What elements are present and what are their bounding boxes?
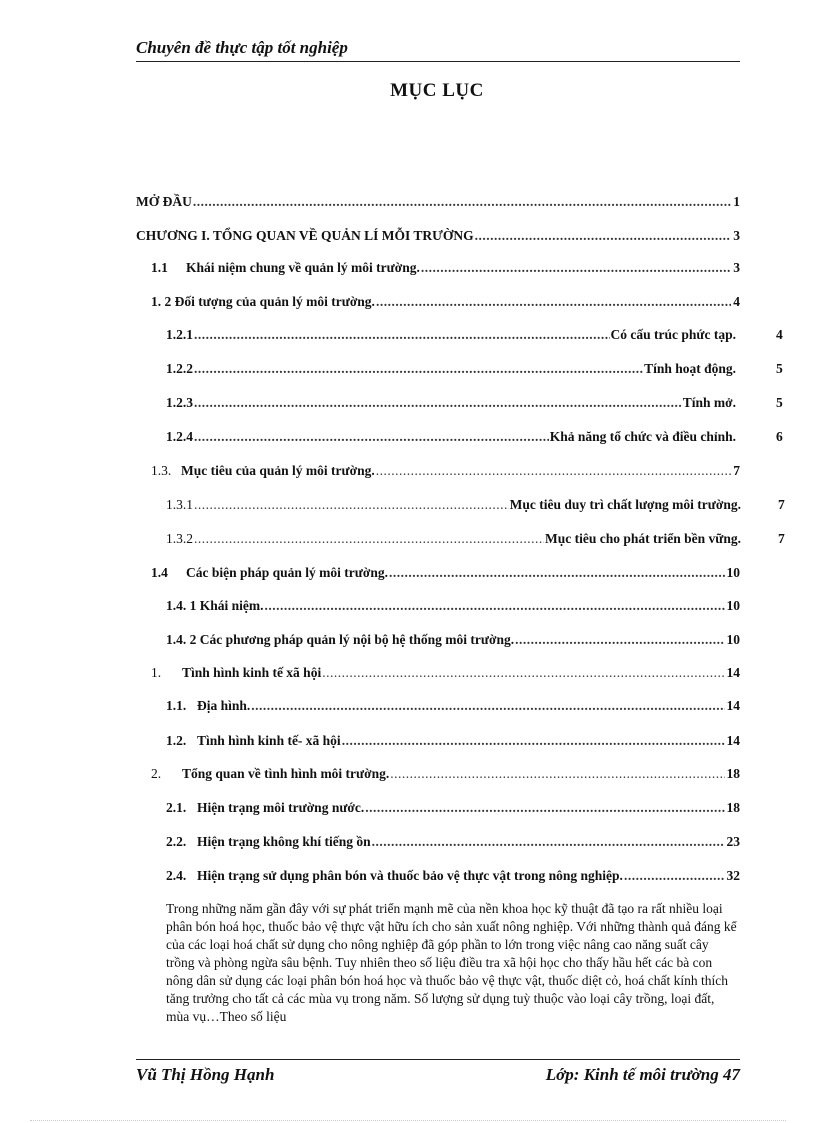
toc-entry-title: Tính mở.	[682, 395, 736, 410]
toc-entry-title: Có cấu trúc phức tạp.	[610, 327, 736, 342]
toc-leader	[624, 868, 725, 884]
toc-entry[interactable]	[166, 429, 736, 449]
toc-entry-title: Mục tiêu duy trì chất lượng môi trường.	[509, 497, 741, 512]
toc-entry-page: 7	[778, 497, 785, 512]
toc-entry-title: Tình hình kinh tế- xã hội	[197, 733, 341, 748]
toc-entry-number: 2.2.	[166, 834, 187, 849]
toc-entry-page: 4	[733, 294, 740, 309]
toc-leader	[390, 766, 724, 782]
toc-entry-number: 1.4	[151, 565, 168, 580]
toc-entry-page: 10	[726, 632, 740, 647]
toc-entry-title: Các biện pháp quản lý môi trường.	[186, 565, 388, 580]
toc-entry-page: 1	[733, 194, 740, 209]
toc-entry-title: Tính hoạt động.	[644, 361, 736, 376]
toc-entry-page: 14	[726, 733, 740, 748]
toc-entry-title: Hiện trạng sử dụng phân bón và thuốc bảo vệ thực vật trong nông nghiệp.	[197, 868, 623, 883]
toc-entry-title: Địa hình.	[197, 698, 251, 713]
header-title: Chuyên đề thực tập tốt nghiệp	[136, 38, 348, 57]
toc-entry-page: 7	[733, 463, 740, 478]
toc-leader	[475, 228, 732, 244]
toc-leader	[322, 665, 724, 681]
toc-entry-page: 18	[726, 766, 740, 781]
toc-entry-title: Mục tiêu của quản lý môi trường.	[181, 463, 375, 478]
toc-entry[interactable]	[166, 834, 740, 854]
toc-entry-number: 1.2.3	[166, 395, 193, 410]
toc-entry[interactable]	[136, 194, 740, 214]
toc-entry[interactable]	[151, 565, 740, 585]
toc-leader	[194, 395, 682, 411]
toc-entry-title: Khái niệm chung về quản lý môi trường.	[186, 260, 420, 275]
toc-entry-title: CHƯƠNG I. TỔNG QUAN VỀ QUẢN LÍ MỖI TRƯỜNG	[136, 228, 474, 243]
toc-entry-number: 1.3.1	[166, 497, 193, 512]
toc-leader	[421, 260, 731, 276]
page-title: MỤC LỤC	[390, 80, 484, 101]
toc-leader	[251, 698, 724, 714]
toc-entry[interactable]	[166, 361, 736, 381]
toc-leader	[194, 361, 643, 377]
toc-entry-page: 5	[776, 361, 783, 376]
toc-entry-title: 1. 2 Đối tượng của quản lý môi trường.	[151, 294, 375, 309]
toc-entry-number: 2.	[151, 766, 162, 781]
toc-entry-page: 32	[726, 868, 740, 883]
toc-leader	[265, 598, 725, 614]
toc-entry-title: 1.4. 2 Các phương pháp quản lý nội bộ hệ thống môi trường.	[166, 632, 515, 647]
toc-entry-page: 10	[726, 565, 740, 580]
toc-entry[interactable]	[166, 698, 740, 718]
toc-entry[interactable]	[166, 327, 736, 347]
body-paragraph: Trong những năm gần đây với sự phát triển mạnh mẽ của nền khoa học kỹ thuật đã tạo ra rất nhiều loại phân bón hoá học, thuốc bảo vệ thực vật hữu ích cho sản xuất nông nghiệp. Với những thành quả đáng kể của các loại hoá chất sử dụng cho nông nghiệp đã góp phần to lớn trong việc nâng cao năng suất cây trồng và phòng ngừa sâu bệnh. Tuy nhiên theo số liệu điều tra xã hội học cho thấy hầu hết các bà con nông dân sử dụng các loại phân bón hoá học và thuốc bảo vệ thực vật, thuốc diệt cỏ, hoá chất kính thích tăng trưởng cho tất cả các mùa vụ trong năm. Số lượng sử dụng tuỳ thuộc vào loại cây trồng, loại đất, mùa vụ…Theo số liệu	[166, 901, 737, 1024]
toc-leader	[342, 733, 725, 749]
toc-entry-title: Tổng quan về tình hình môi trường.	[182, 766, 390, 781]
toc-entry[interactable]	[166, 395, 736, 415]
toc-entry[interactable]	[166, 497, 741, 517]
toc-entry-page: 14	[726, 665, 740, 680]
toc-leader	[194, 429, 549, 445]
toc-leader	[194, 531, 544, 547]
toc-entry[interactable]	[151, 463, 740, 483]
toc-entry-page: 23	[726, 834, 740, 849]
toc-entry-number: 1.3.	[151, 463, 172, 478]
toc-entry-page: 14	[726, 698, 740, 713]
toc-entry-page: 10	[726, 598, 740, 613]
toc-entry[interactable]	[151, 294, 740, 314]
toc-entry[interactable]	[166, 800, 740, 820]
toc-entry-page: 6	[776, 429, 783, 444]
toc-entry-page: 18	[726, 800, 740, 815]
toc-entry-number: 1.1.	[166, 698, 187, 713]
toc-entry[interactable]	[166, 733, 740, 753]
toc-entry-title: Tình hình kinh tế xã hội	[182, 665, 322, 680]
toc-entry-number: 2.4.	[166, 868, 187, 883]
footer-divider	[136, 1059, 740, 1060]
toc-leader	[372, 834, 725, 850]
toc-leader	[194, 497, 509, 513]
toc-entry-title: MỞ ĐẦU	[136, 194, 192, 209]
toc-leader	[365, 800, 724, 816]
toc-entry[interactable]	[166, 868, 740, 888]
toc-entry[interactable]	[151, 665, 740, 685]
toc-leader	[376, 463, 732, 479]
toc-entry-page: 3	[733, 260, 740, 275]
toc-entry-number: 1.2.1	[166, 327, 193, 342]
toc-entry-title: Mục tiêu cho phát triển bền vững.	[545, 531, 741, 546]
toc-entry-number: 1.3.2	[166, 531, 193, 546]
toc-entry[interactable]	[151, 766, 740, 786]
toc-entry-page: 7	[778, 531, 785, 546]
toc-entry[interactable]	[151, 260, 740, 280]
toc-entry-page: 5	[776, 395, 783, 410]
toc-leader	[376, 294, 731, 310]
footer-class: Lớp: Kinh tế môi trường 47	[545, 1065, 740, 1084]
toc-entry-number: 1.2.4	[166, 429, 193, 444]
toc-leader	[194, 327, 610, 343]
toc-entry-title: Khả năng tổ chức và điều chỉnh.	[549, 429, 736, 444]
toc-entry-page: 3	[733, 228, 740, 243]
toc-leader	[515, 632, 724, 648]
header-divider	[136, 61, 740, 62]
toc-entry[interactable]	[166, 632, 740, 652]
toc-entry[interactable]	[136, 228, 740, 248]
toc-leader	[389, 565, 725, 581]
toc-entry-title: Hiện trạng môi trường nước.	[197, 800, 365, 815]
toc-entry-number: 1.	[151, 665, 162, 680]
toc-entry-number: 2.1.	[166, 800, 187, 815]
toc-entry-number: 1.2.	[166, 733, 187, 748]
page-break-divider	[30, 1120, 786, 1121]
footer-author: Vũ Thị Hồng Hạnh	[136, 1065, 275, 1084]
toc-entry-number: 1.1	[151, 260, 168, 275]
toc-entry[interactable]	[166, 531, 741, 551]
toc-leader	[193, 194, 731, 210]
toc-entry-page: 4	[776, 327, 783, 342]
toc-entry-title: Hiện trạng không khí tiếng ồn	[197, 834, 371, 849]
toc-entry-title: 1.4. 1 Khái niệm.	[166, 598, 264, 613]
toc-entry-number: 1.2.2	[166, 361, 193, 376]
toc-entry[interactable]	[166, 598, 740, 618]
